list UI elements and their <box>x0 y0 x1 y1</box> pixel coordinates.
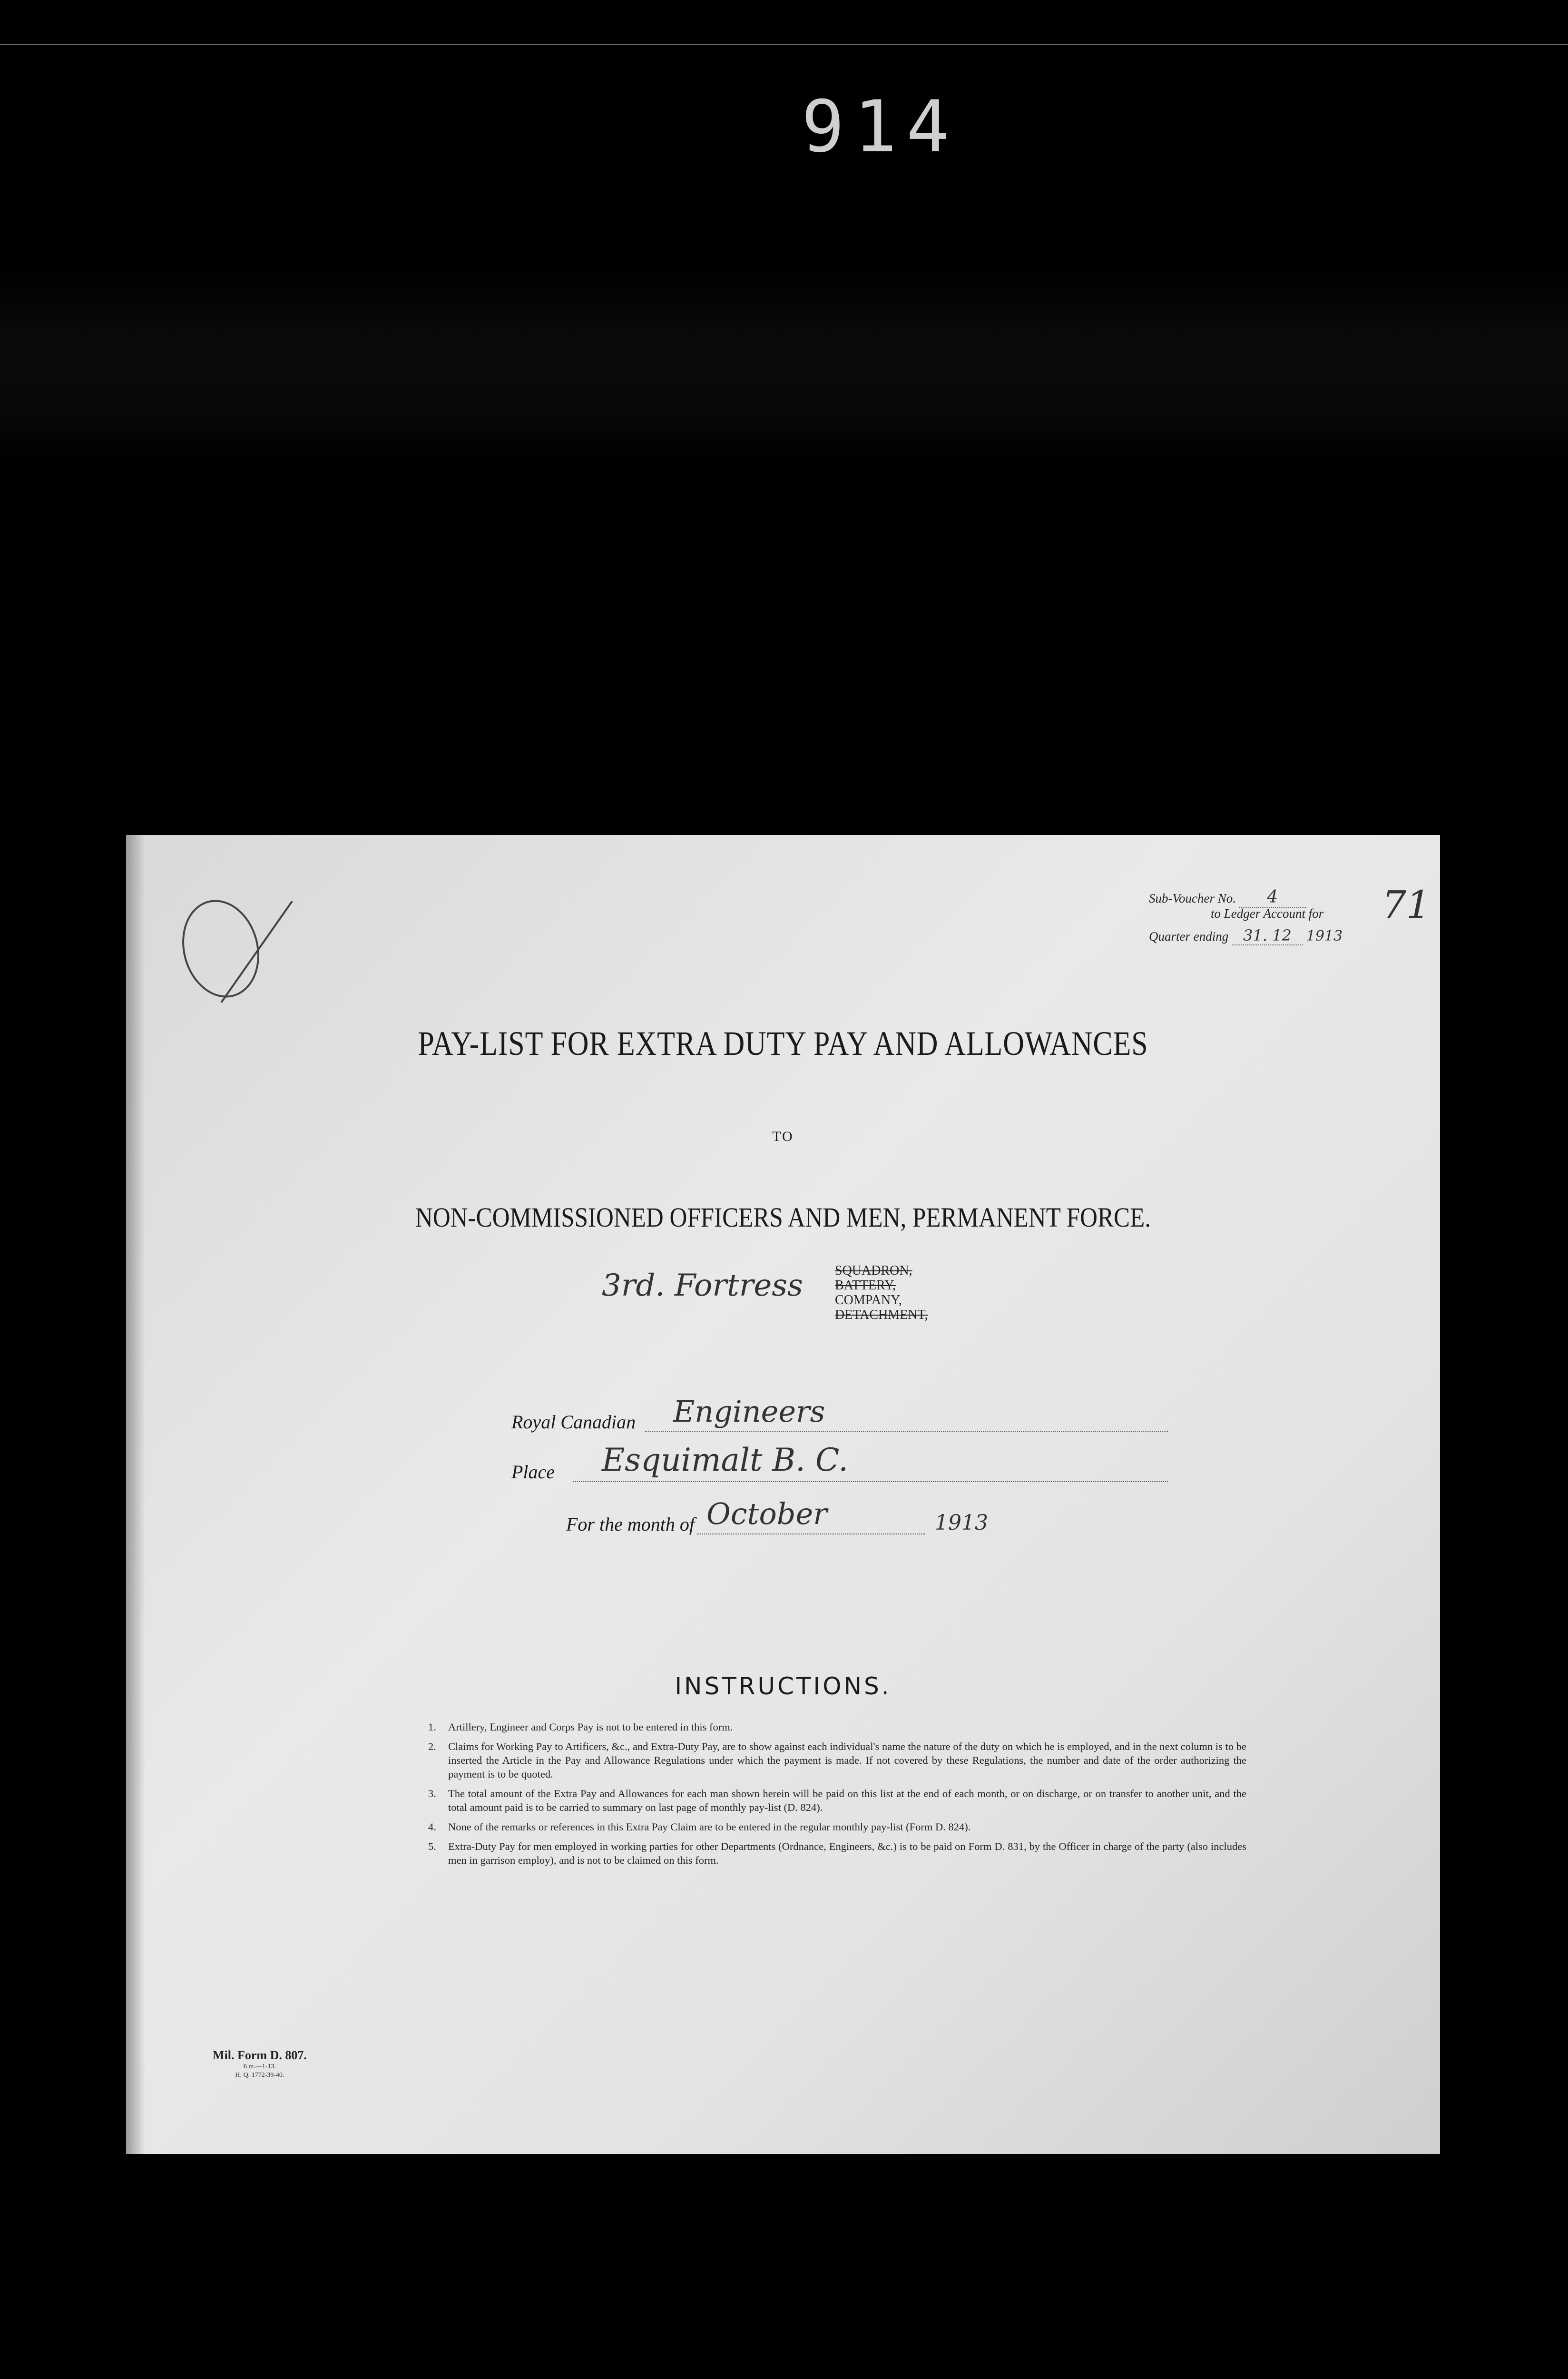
sub-voucher-line <box>1149 887 1306 908</box>
unit-option-company: COMPANY, <box>835 1293 902 1307</box>
instruction-item: 5. Extra-Duty Pay for men employed in working parties for other Departments (Ordnance, Engineers, &c.) is to be paid on Form D. 831, by the Officer in charge of the party (also includes men in garrison employ), and is not to be claimed on this form. <box>428 1840 1246 1866</box>
sub-voucher-label: Sub-Voucher No. <box>1149 891 1236 905</box>
sub-voucher-value: 4 <box>1239 887 1306 908</box>
corps-value: Engineers <box>673 1394 825 1429</box>
place-rule <box>573 1481 1168 1482</box>
ledger-line: to Ledger Account for <box>1211 906 1324 921</box>
form-hq-ref: H. Q. 1772-39-40. <box>235 2072 284 2079</box>
month-label: For the month of <box>566 1514 695 1535</box>
pay-list-form <box>126 835 1440 2154</box>
instructions-list <box>428 1720 1246 1873</box>
form-subtitle: NON-COMMISSIONED OFFICERS AND MEN, PERMANENT FORCE. <box>415 1202 1151 1233</box>
unit-option-detachment: DETACHMENT, <box>835 1307 928 1322</box>
place-value: Esquimalt B. C. <box>602 1442 849 1478</box>
film-edge-line <box>0 44 1568 45</box>
unit-option-squadron: SQUADRON, <box>835 1263 912 1278</box>
quarter-year: 1913 <box>1306 928 1343 944</box>
place-label: Place <box>511 1461 555 1483</box>
quarter-label: Quarter ending <box>1149 929 1229 944</box>
form-print-run: 6 m.—1-13. <box>243 2063 276 2070</box>
frame-number: 914 <box>801 86 959 168</box>
form-to: TO <box>772 1129 794 1144</box>
quarter-value: 31. 12 <box>1232 926 1303 945</box>
corner-handwritten-mark: 71 <box>1382 883 1431 927</box>
corps-rule <box>645 1431 1168 1432</box>
unit-handwritten: 3rd. Fortress <box>602 1268 803 1303</box>
unit-options <box>835 1263 928 1322</box>
form-number: Mil. Form D. 807. <box>213 2048 307 2062</box>
instruction-item: 4. None of the remarks or references in this Extra Pay Claim are to be entered in the regular monthly pay-list (Form D. 824). <box>428 1821 971 1833</box>
film-band <box>0 266 1568 466</box>
form-number-block <box>213 2048 307 2080</box>
instruction-item: 3. The total amount of the Extra Pay and Allowances for each man shown herein will be paid on this list at the end of each month, or on discharge, or on transfer to another unit, and the total amount paid is to be carried to summary on last page of monthly pay-list (D. 824). <box>428 1788 1246 1813</box>
quarter-line <box>1149 926 1343 945</box>
unit-option-battery: BATTERY, <box>835 1278 896 1293</box>
form-title: PAY-LIST FOR EXTRA DUTY PAY AND ALLOWANCES <box>418 1024 1148 1062</box>
unit-line <box>602 1263 1125 1335</box>
pencil-circle-mark <box>172 891 270 1006</box>
month-year: 1913 <box>935 1511 988 1535</box>
month-value: October <box>706 1496 827 1531</box>
instructions-heading: INSTRUCTIONS. <box>675 1672 892 1700</box>
corps-label: Royal Canadian <box>511 1411 636 1433</box>
instruction-item: 2. Claims for Working Pay to Artificers, &c., and Extra-Duty Pay, are to show against each individual's name the nature of the duty on which he is employed, and in the next column is to be inserted the Article in the Pay and Allowance Regulations under which the payment is made. If not covered by these Regulations, the number and date of the order authorizing the payment is to be quoted. <box>428 1740 1246 1780</box>
instruction-item: 1. Artillery, Engineer and Corps Pay is not to be entered in this form. <box>428 1721 733 1733</box>
paper-shadow-edge <box>126 835 145 2154</box>
